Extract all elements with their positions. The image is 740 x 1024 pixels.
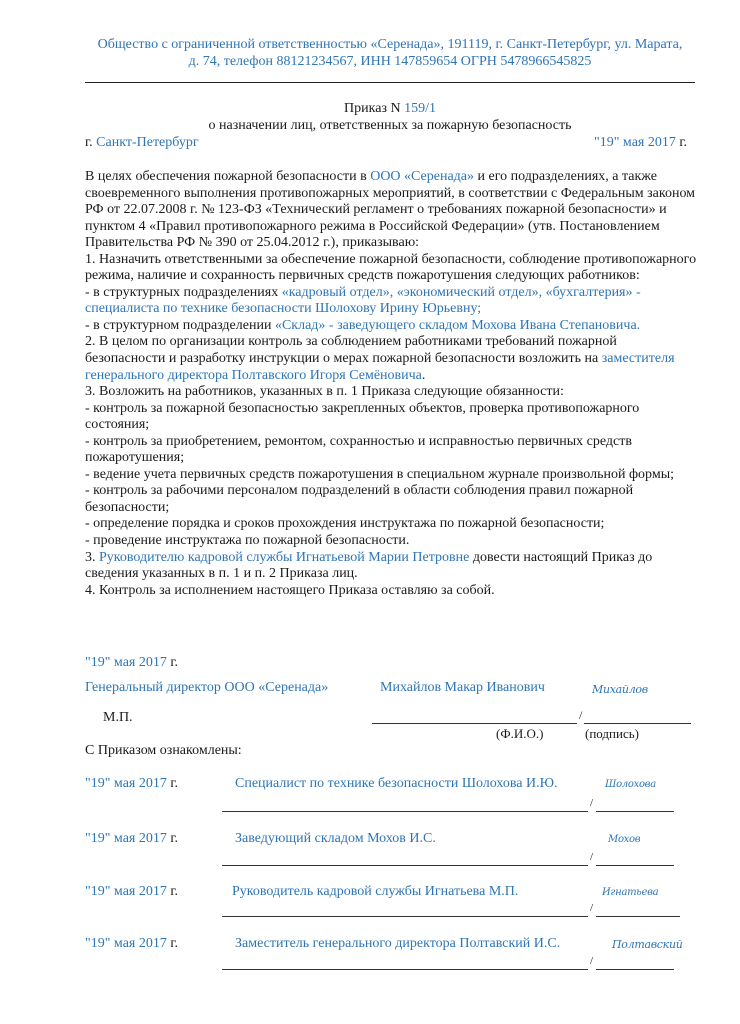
ack-person: Специалист по технике безопасности Шолохова И.Ю. bbox=[235, 776, 558, 791]
ack-name-line bbox=[222, 916, 588, 917]
order-subtitle: о назначении лиц, ответственных за пожарную безопасность bbox=[208, 118, 572, 133]
clause-1b-assignee: заведующего складом Мохова Ивана Степановича. bbox=[337, 317, 641, 333]
separator-slash: / bbox=[590, 851, 594, 863]
clause-1: 1. Назначить ответственными за обеспечение пожарной безопасности, соблюдение противопожарного режима, наличие и сохранность первичных средств пожаротушения следующих работников: bbox=[85, 251, 697, 284]
director-position: Генеральный директор ООО «Серенада» bbox=[85, 680, 329, 695]
ack-name-line bbox=[222, 969, 588, 970]
acknowledged-heading: С Приказом ознакомлены: bbox=[85, 743, 242, 758]
clause-4: 4. Контроль за исполнением настоящего Приказа оставляю за собой. bbox=[85, 582, 495, 598]
stamp-label: М.П. bbox=[103, 710, 133, 725]
duty-item: - ведение учета первичных средств пожаротушения в специальном журнале произвольной формы; bbox=[85, 466, 674, 482]
clause-3b-assignee: Руководителю кадровой службы Игнатьевой Марии Петровне bbox=[99, 549, 470, 565]
duty-item: - определение порядка и сроков прохождения инструктажа по пожарной безопасности; bbox=[85, 516, 605, 532]
clause-3b-prefix: 3. bbox=[85, 549, 99, 565]
clause-1b-dash: - bbox=[325, 317, 338, 333]
duty-item: - контроль за пожарной безопасностью закрепленных объектов, проверка противопожарного состояния; bbox=[85, 400, 640, 433]
city-name: Санкт-Петербург bbox=[96, 135, 199, 150]
intro-text-1: В целях обеспечения пожарной безопасности в bbox=[85, 169, 371, 184]
clause-3: 3. Возложить на работников, указанных в п. 1 Приказа следующие обязанности: bbox=[85, 384, 564, 400]
ack-date-value: "19" мая 2017 bbox=[85, 776, 167, 791]
ack-person: Руководитель кадровой службы Игнатьева М.П. bbox=[232, 884, 519, 899]
order-title-prefix: Приказ N bbox=[344, 101, 405, 116]
ack-date-value: "19" мая 2017 bbox=[85, 936, 167, 951]
ack-signature-line bbox=[596, 916, 680, 917]
order-city bbox=[85, 135, 199, 151]
clause-1a-prefix: - в структурных подразделениях bbox=[85, 284, 282, 300]
clause-1a bbox=[85, 285, 697, 318]
clause-2 bbox=[85, 334, 697, 384]
order-title bbox=[80, 101, 700, 117]
ack-date-value: "19" мая 2017 bbox=[85, 831, 167, 846]
separator-slash: / bbox=[579, 708, 583, 722]
intro-text-2: и его подразделениях, а также своевременного выполнения противопожарных мероприятий, в соответствии с Федеральным законом РФ от 22.07.2008 г. № 123-ФЗ «Технический регламент о требованиях пожарной безопасности» и пунктом 4 «Правил противопожарного режима в Российской Федерации» (утв. Постановлением Правительства РФ № 390 от 25.04.2012 г.), приказываю: bbox=[85, 169, 696, 251]
ack-date bbox=[85, 936, 178, 952]
order-date-value: "19" мая 2017 bbox=[594, 135, 676, 150]
ack-name-line bbox=[222, 811, 588, 812]
ack-date bbox=[85, 776, 178, 792]
ack-person: Заместитель генерального директора Полтавский И.С. bbox=[235, 936, 561, 951]
director-name: Михайлов Макар Иванович bbox=[380, 680, 545, 695]
order-date-suffix: г. bbox=[675, 135, 688, 150]
fio-line bbox=[372, 723, 577, 724]
clause-2-text: 2. В целом по организации контроль за соблюдением работниками требований пожарной безопасности и разработку инструкции о мерах пожарной безопасности возложить на bbox=[85, 334, 617, 367]
ack-signature: Мохов bbox=[608, 834, 641, 845]
ack-date bbox=[85, 831, 178, 847]
signature-line bbox=[584, 723, 691, 724]
separator-slash: / bbox=[590, 955, 594, 967]
ack-date-suffix: г. bbox=[166, 831, 179, 846]
ack-signature-line bbox=[596, 865, 674, 866]
ack-date bbox=[85, 884, 178, 900]
clause-2-assignee: заместителя генерального директора Полтавского Игоря Семёновича bbox=[85, 351, 675, 383]
signoff-date bbox=[85, 655, 178, 671]
separator-slash: / bbox=[590, 797, 594, 809]
ack-date-value: "19" мая 2017 bbox=[85, 884, 167, 899]
signoff-date-suffix: г. bbox=[166, 655, 179, 670]
duty-item: - контроль за приобретением, ремонтом, сохранностью и исправностью первичных средств пожаротушения; bbox=[85, 433, 632, 466]
ack-signature: Шолохова bbox=[605, 779, 656, 790]
header-divider bbox=[85, 82, 695, 83]
clause-1b-dept: «Склад» bbox=[274, 317, 326, 333]
ack-date-suffix: г. bbox=[166, 884, 179, 899]
clause-1b-prefix: - в структурном подразделении bbox=[85, 317, 275, 333]
company-header bbox=[80, 36, 700, 70]
duty-item: - проведение инструктажа по пожарной безопасности. bbox=[85, 533, 410, 549]
company-header-line1: Общество с ограниченной ответственностью «Серенада», 191119, г. Санкт-Петербург, ул. Марата, bbox=[97, 37, 683, 52]
signoff-date-value: "19" мая 2017 bbox=[85, 655, 167, 670]
clause-1a-assignee: «кадровый отдел», «экономический отдел», «бухгалтерия» - специалиста по технике безопасности Шолохову Ирину Юрьевну; bbox=[85, 284, 641, 317]
ack-signature-line bbox=[596, 969, 674, 970]
ack-signature-line bbox=[596, 811, 674, 812]
clause-2-suffix: . bbox=[421, 367, 426, 383]
order-date bbox=[594, 135, 687, 151]
director-signature: Михайлов bbox=[592, 683, 648, 696]
clause-3b-text: довести настоящий Приказ до сведения указанных в п. 1 и п. 2 Приказа лиц. bbox=[85, 549, 653, 582]
ack-date-suffix: г. bbox=[166, 776, 179, 791]
ack-signature: Полтавский bbox=[612, 938, 683, 951]
ack-name-line bbox=[222, 865, 588, 866]
ack-person: Заведующий складом Мохов И.С. bbox=[235, 831, 436, 846]
ack-signature: Игнатьева bbox=[602, 887, 659, 898]
clause-1b bbox=[85, 318, 697, 335]
separator-slash: / bbox=[590, 902, 594, 914]
city-prefix: г. bbox=[85, 135, 97, 150]
clause-3b bbox=[85, 550, 697, 583]
order-number: 159/1 bbox=[404, 101, 436, 116]
company-header-line2: д. 74, телефон 88121234567, ИНН 147859654 ОГРН 5478966545825 bbox=[188, 54, 592, 69]
order-body bbox=[85, 169, 697, 599]
ack-date-suffix: г. bbox=[166, 936, 179, 951]
signature-label: (подпись) bbox=[585, 726, 639, 741]
fio-label: (Ф.И.О.) bbox=[496, 726, 544, 741]
duty-item: - контроль за рабочими персоналом подразделений в области соблюдения правил пожарной безопасности; bbox=[85, 483, 634, 515]
intro-paragraph bbox=[85, 169, 697, 252]
intro-company: ООО «Серенада» bbox=[370, 169, 475, 184]
